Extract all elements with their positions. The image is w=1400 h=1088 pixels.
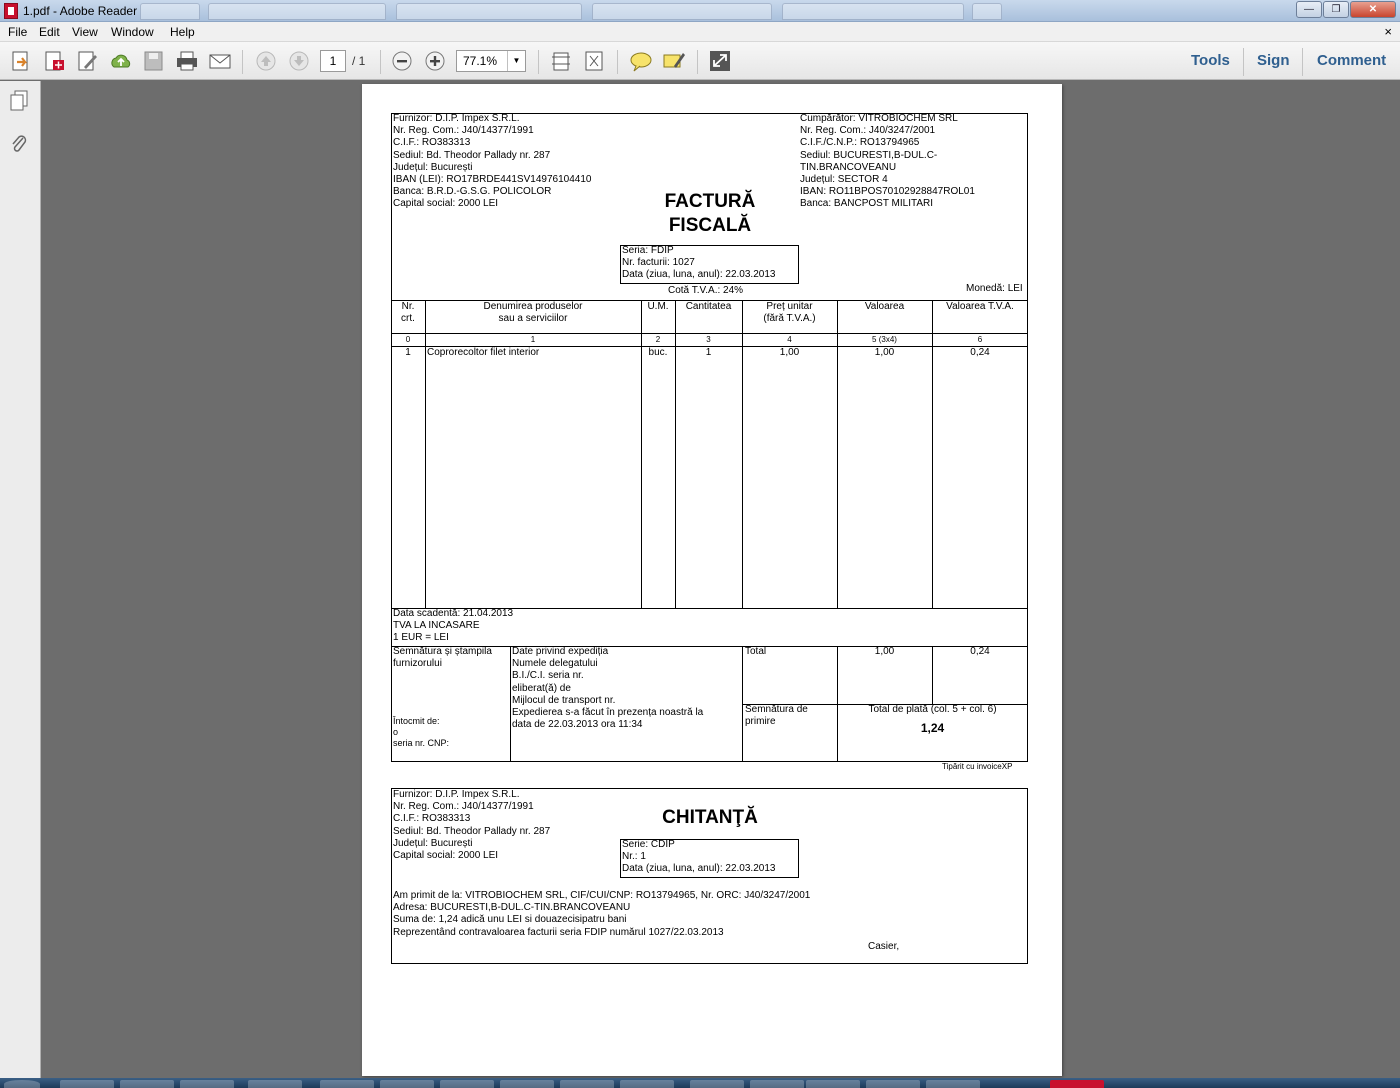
start-button[interactable]	[4, 1080, 40, 1088]
attachments-icon[interactable]	[9, 133, 29, 155]
prepared-line: seria nr. CNP:	[393, 738, 450, 748]
taskbar-item[interactable]	[120, 1080, 174, 1088]
save-icon[interactable]	[142, 50, 166, 72]
shipping-details	[512, 646, 703, 731]
footer-line: TVA LA INCASARE	[393, 620, 480, 632]
header-qty: Cantitatea	[685, 301, 732, 312]
receipt-body-line: Am primit de la: VITROBIOCHEM SRL, CIF/CUI/CNP: RO13794965, Nr. ORC: J40/3247/2001	[393, 890, 811, 901]
maximize-button[interactable]: ❐	[1323, 1, 1349, 18]
menu-help[interactable]: Help	[170, 25, 195, 39]
col-number: 0	[405, 335, 411, 344]
vertical-scrollbar[interactable]	[1381, 81, 1400, 1078]
shipping-line: Expedierea s-a făcut în prezența noastră la	[512, 707, 704, 719]
invoice-buyer-block	[800, 113, 975, 211]
taskbar-item[interactable]	[806, 1080, 860, 1088]
zoom-select[interactable]	[456, 50, 526, 72]
taskbar-item[interactable]	[248, 1080, 302, 1088]
open-icon[interactable]	[10, 50, 34, 72]
receipt-signature-line: Semnătura de	[745, 704, 808, 715]
receipt-supplier-line: Sediul: Bd. Theodor Pallady nr. 287	[393, 825, 551, 837]
taskbar-item[interactable]	[60, 1080, 114, 1088]
table-column-line	[742, 646, 743, 762]
cloud-upload-icon[interactable]	[109, 50, 133, 72]
invoice-title-line: FISCALĂ	[668, 215, 752, 236]
row-name: Coprorecoltor filet interior	[427, 347, 540, 358]
navigation-pane	[0, 81, 41, 1078]
taskbar-item[interactable]	[750, 1080, 804, 1088]
col-number: 1	[530, 335, 536, 344]
shipping-line: Mijlocul de transport nr.	[512, 694, 616, 706]
shipping-line: Numele delegatului	[512, 658, 598, 670]
title-bar	[0, 0, 1400, 22]
receipt-body	[393, 890, 810, 939]
menu-bar	[0, 22, 1400, 42]
receipt-series-text	[622, 839, 775, 876]
zoom-in-icon[interactable]	[423, 50, 447, 72]
col-number: 2	[655, 335, 661, 344]
comment-button[interactable]: Comment	[1317, 52, 1387, 69]
supplier-line: Furnizor: D.I.P. Impex S.R.L.	[393, 113, 520, 124]
vat-rate: Cotă T.V.A.: 24%	[668, 285, 744, 296]
taskbar-item[interactable]	[866, 1080, 920, 1088]
taskbar-ghost-tab	[592, 3, 772, 20]
supplier-line: Banca: B.R.D.-G.S.G. POLICOLOR	[393, 186, 552, 198]
toolbar-separator	[242, 50, 243, 74]
receipt-supplier-line: C.I.F.: RO383313	[393, 813, 471, 825]
taskbar-item[interactable]	[690, 1080, 744, 1088]
taskbar-item[interactable]	[560, 1080, 614, 1088]
receipt-supplier-line: Nr. Reg. Com.: J40/14377/1991	[393, 801, 534, 813]
invoice-series-text	[622, 245, 775, 282]
menu-file[interactable]: File	[8, 25, 28, 39]
col-number: 4	[787, 335, 792, 344]
taskbar-item[interactable]	[320, 1080, 374, 1088]
shipping-line: eliberat(ă) de	[512, 682, 571, 694]
receipt-supplier-line: Județul: București	[393, 837, 473, 849]
receipt-supplier-line: Capital social: 2000 LEI	[393, 850, 499, 862]
col-number: 6	[977, 335, 983, 344]
receipt-body-line: Adresa: BUCURESTI,B-DUL.C-TIN.BRANCOVEANU	[393, 902, 631, 914]
printed-with: Tipărit cu invoiceXP	[942, 762, 1013, 771]
taskbar-item[interactable]	[440, 1080, 494, 1088]
supplier-line: Nr. Reg. Com.: J40/14377/1991	[393, 125, 534, 137]
cashier-label: Casier,	[868, 941, 900, 952]
page-number-input[interactable]: 1	[320, 50, 346, 72]
header-value: Valoarea	[864, 301, 905, 312]
document-close-icon[interactable]: ×	[1384, 24, 1392, 39]
row-um: buc.	[648, 347, 668, 358]
series-line: Data (ziua, luna, anul): 22.03.2013	[622, 269, 776, 281]
taskbar-item[interactable]	[620, 1080, 674, 1088]
total-value: 1,00	[874, 646, 895, 657]
series-line: Seria: FDIP	[622, 245, 674, 256]
receipt-signature-label	[745, 704, 808, 728]
buyer-line: Cumpărător: VITROBIOCHEM SRL	[800, 113, 958, 124]
row-vat: 0,24	[970, 347, 990, 358]
buyer-line: C.I.F./C.N.P.: RO13794965	[800, 137, 920, 149]
supplier-line: Sediul: Bd. Theodor Pallady nr. 287	[393, 149, 551, 161]
close-button[interactable]: ✕	[1350, 1, 1396, 18]
taskbar-item[interactable]	[1050, 1080, 1104, 1088]
invoice-supplier-block	[393, 113, 591, 211]
total-pay-label: Total de plată (col. 5 + col. 6)	[868, 704, 997, 715]
buyer-line: Județul: SECTOR 4	[800, 174, 888, 186]
receipt-series-line: Data (ziua, luna, anul): 22.03.2013	[622, 863, 776, 875]
prepared-line: o	[393, 727, 399, 737]
supplier-signature-label	[393, 646, 492, 670]
zoom-out-icon[interactable]	[390, 50, 414, 72]
prepared-line: Întocmit de:	[393, 716, 440, 726]
taskbar-item[interactable]	[380, 1080, 434, 1088]
toolbar-separator	[538, 50, 539, 74]
header-price	[742, 301, 837, 325]
buyer-line: Nr. Reg. Com.: J40/3247/2001	[800, 125, 936, 137]
window-title: 1.pdf - Adobe Reader	[23, 4, 138, 18]
fit-width-icon[interactable]	[549, 50, 573, 72]
header-text: Nr.	[401, 301, 415, 312]
sticky-note-icon[interactable]	[629, 50, 653, 72]
supplier-line: IBAN (LEI): RO17BRDE441SV14976104410	[393, 174, 592, 186]
menu-window[interactable]: Window	[111, 25, 154, 39]
series-line: Nr. facturii: 1027	[622, 257, 695, 269]
toolbar-separator	[1302, 48, 1303, 76]
row-qty: 1	[705, 347, 712, 358]
pdf-page	[362, 84, 1062, 1076]
taskbar-ghost-tab	[972, 3, 1002, 20]
print-icon[interactable]	[175, 50, 199, 72]
edit-pdf-icon[interactable]	[76, 50, 100, 72]
header-name	[425, 301, 641, 325]
page-thumbnails-icon[interactable]	[9, 89, 29, 111]
signature-line: Semnătura și ștampila	[393, 646, 492, 657]
taskbar	[0, 1078, 1400, 1088]
taskbar-ghost-tab	[208, 3, 386, 20]
footer-line: Data scadentă: 21.04.2013	[393, 608, 514, 619]
table-column-line	[510, 646, 511, 762]
header-text: Denumirea produselor	[483, 301, 583, 312]
toolbar-separator	[1243, 48, 1244, 76]
full-screen-icon[interactable]	[708, 50, 732, 72]
taskbar-ghost-tab	[782, 3, 964, 20]
buyer-line: IBAN: RO11BPOS70102928847ROL01	[800, 186, 975, 198]
header-text: Preț unitar	[766, 301, 813, 312]
supplier-line: C.I.F.: RO383313	[393, 137, 471, 149]
col-number: 5 (3x4)	[872, 335, 897, 344]
adobe-reader-icon	[4, 3, 18, 19]
taskbar-item[interactable]	[180, 1080, 234, 1088]
previous-page-icon[interactable]	[254, 50, 278, 72]
buyer-line: TIN.BRANCOVEANU	[800, 161, 897, 173]
receipt-title: CHITANŢĂ	[662, 807, 758, 828]
taskbar-item[interactable]	[926, 1080, 980, 1088]
sign-button[interactable]: Sign	[1257, 52, 1290, 69]
zoom-value: 77.1%	[463, 54, 498, 68]
shipping-line: data de 22.03.2013 ora 11:34	[512, 719, 643, 731]
menu-edit[interactable]: Edit	[39, 25, 60, 39]
taskbar-item[interactable]	[500, 1080, 554, 1088]
row-nr: 1	[405, 347, 411, 358]
shipping-line: B.I./C.I. seria nr.	[512, 670, 584, 682]
toolbar-separator	[380, 50, 381, 74]
header-text: crt.	[401, 313, 415, 325]
total-vat: 0,24	[970, 646, 990, 657]
supplier-line: Capital social: 2000 LEI	[393, 198, 499, 210]
receipt-supplier-block	[393, 789, 550, 862]
prepared-by	[393, 716, 449, 749]
row-value: 1,00	[874, 347, 895, 358]
receipt-signature-line: primire	[745, 716, 776, 728]
header-nr	[391, 301, 425, 325]
buyer-line: Sediul: BUCURESTI,B-DUL.C-	[800, 149, 938, 161]
col-number: 3	[706, 335, 711, 344]
receipt-body-line: Reprezentând contravaloarea facturii seria FDIP numărul 1027/22.03.2013	[393, 926, 724, 938]
toolbar-separator	[617, 50, 618, 74]
row-price: 1,00	[779, 347, 800, 358]
supplier-line: Județul: București	[393, 161, 473, 173]
receipt-body-line: Suma de: 1,24 adică unu LEI si douazecisipatru bani	[393, 914, 627, 926]
header-vat: Valoarea T.V.A.	[946, 301, 1014, 312]
header-text: sau a serviciilor	[498, 313, 568, 325]
receipt-series-line: Serie: CDIP	[622, 839, 675, 850]
shipping-line: Date privind expediția	[512, 646, 609, 657]
tools-button[interactable]: Tools	[1191, 52, 1230, 69]
next-page-icon[interactable]	[287, 50, 311, 72]
highlight-text-icon[interactable]	[662, 50, 686, 72]
taskbar-ghost-tab	[396, 3, 582, 20]
page-total: / 1	[352, 54, 366, 68]
minimize-button[interactable]: —	[1296, 1, 1322, 18]
toolbar	[0, 42, 1400, 80]
footer-line: 1 EUR = LEI	[393, 632, 449, 644]
header-text: (fără T.V.A.)	[763, 313, 816, 325]
invoice-footer-notes	[393, 608, 513, 645]
email-icon[interactable]	[208, 50, 232, 72]
currency: Monedă: LEI	[966, 283, 1023, 294]
invoice-title	[630, 190, 790, 238]
invoice-title-line: FACTURĂ	[664, 191, 756, 212]
fit-page-icon[interactable]	[582, 50, 606, 72]
chevron-down-icon[interactable]: ▼	[507, 51, 525, 71]
taskbar-ghost-tab	[140, 3, 200, 20]
receipt-series-line: Nr.: 1	[622, 851, 646, 863]
buyer-line: Banca: BANCPOST MILITARI	[800, 198, 934, 210]
menu-view[interactable]: View	[72, 25, 98, 39]
total-pay-value: 1,24	[920, 721, 945, 735]
create-pdf-icon[interactable]	[43, 50, 67, 72]
receipt-supplier-line: Furnizor: D.I.P. Impex S.R.L.	[393, 789, 520, 800]
header-um: U.M.	[647, 301, 669, 312]
signature-line: furnizorului	[393, 658, 442, 670]
total-label: Total	[745, 646, 767, 657]
toolbar-separator	[697, 50, 698, 74]
